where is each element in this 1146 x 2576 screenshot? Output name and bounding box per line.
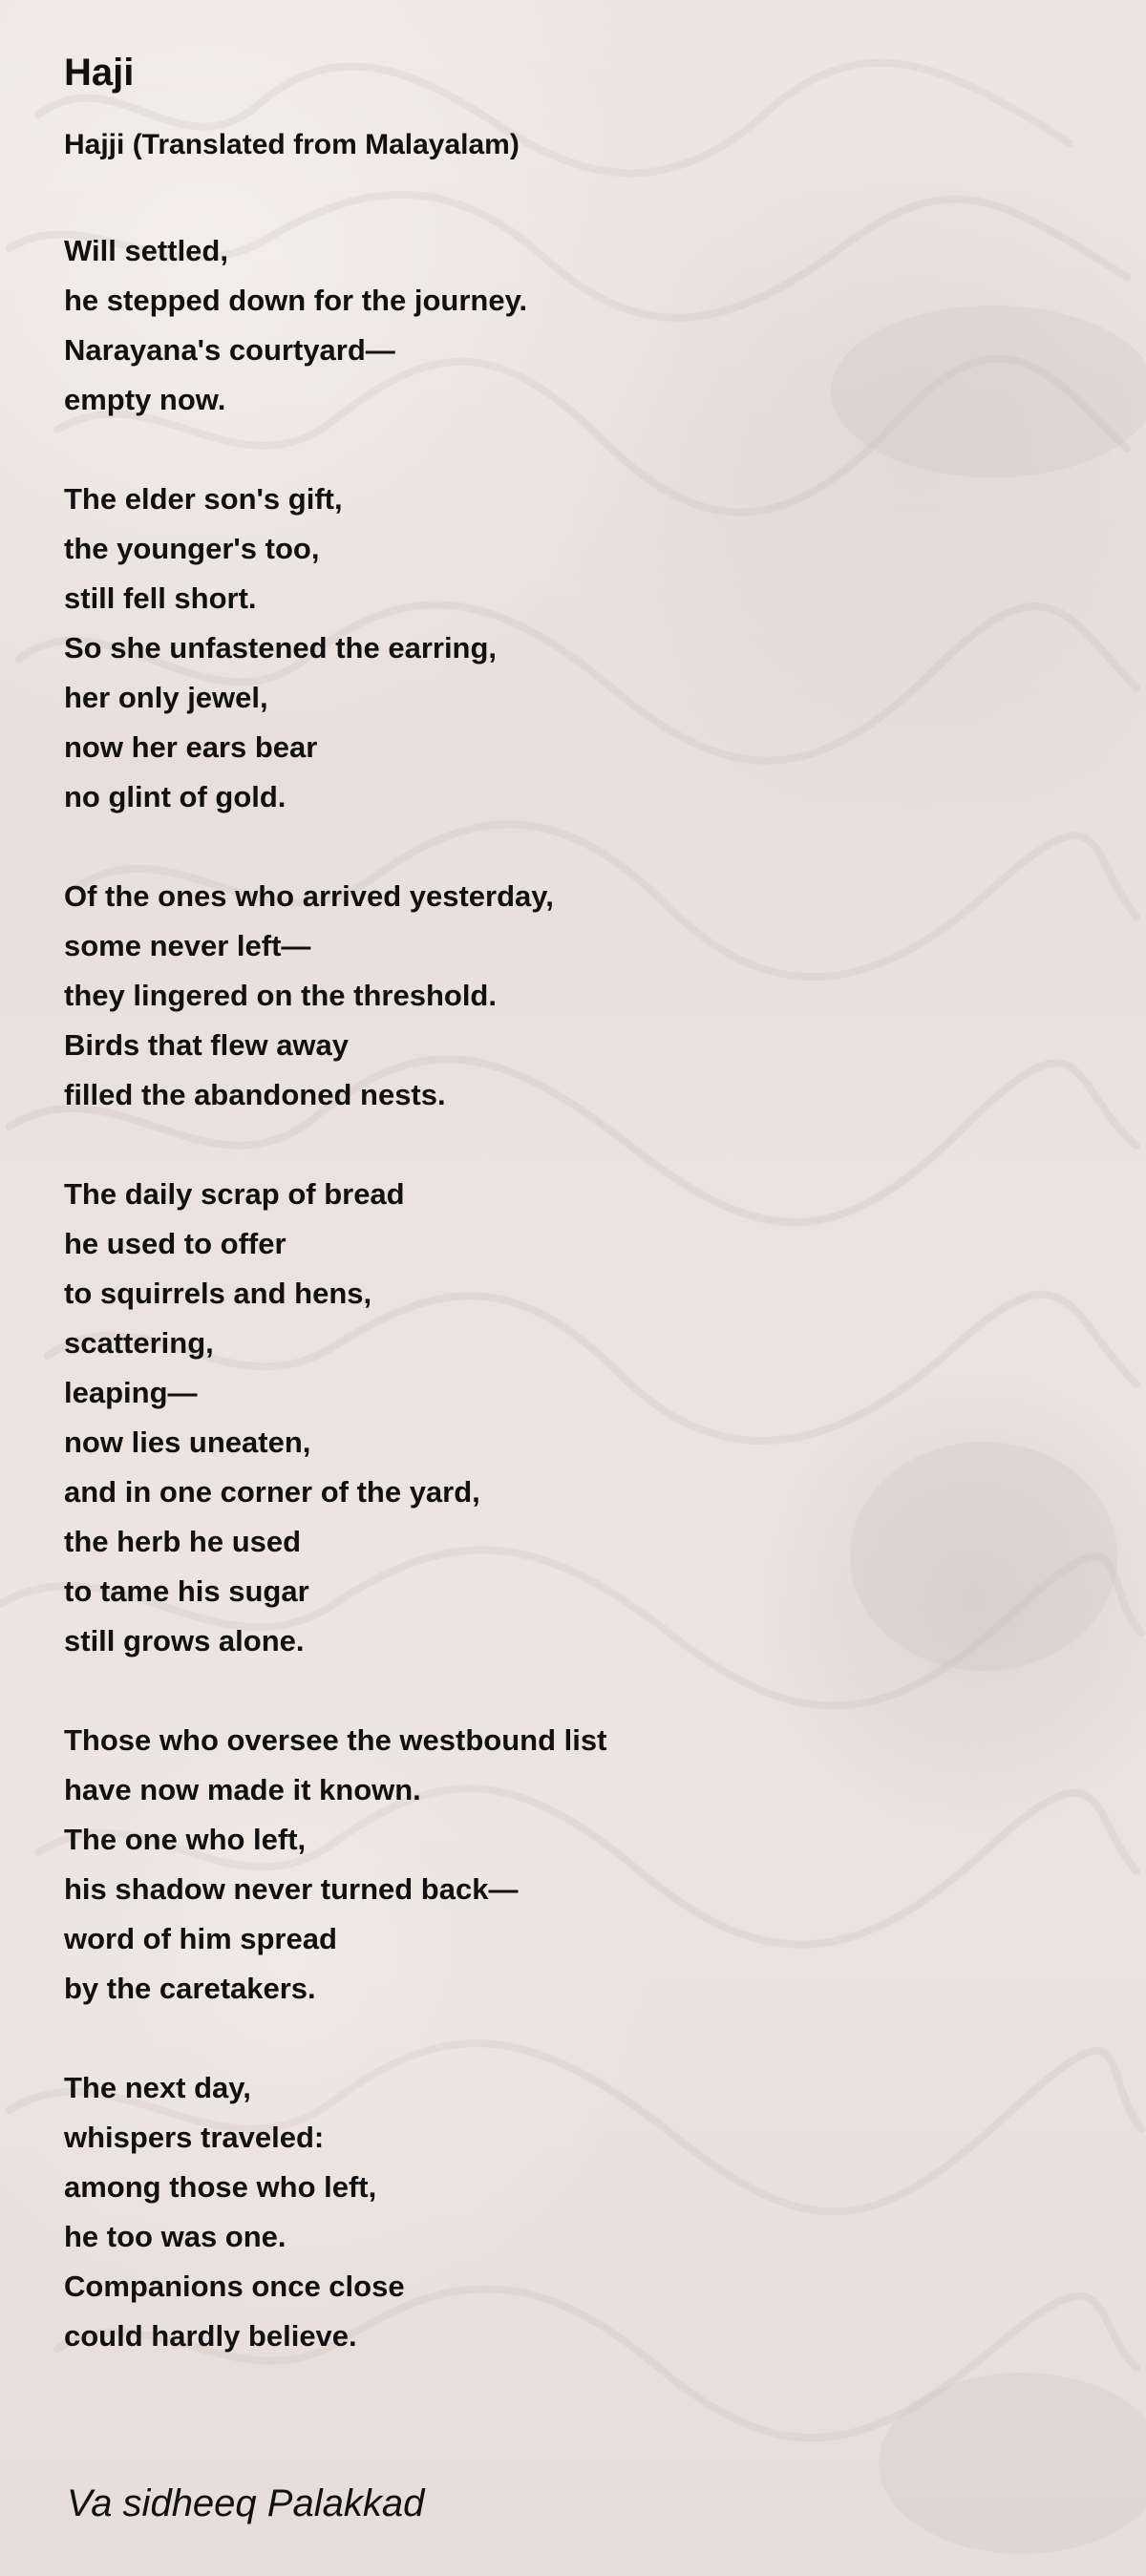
poem-line: the younger's too, xyxy=(64,532,320,565)
poem-line: to squirrels and hens, xyxy=(64,1277,372,1310)
poem-line: still grows alone. xyxy=(64,1624,305,1658)
poem-author: Va sidheeq Palakkad xyxy=(67,2482,425,2524)
poem-content xyxy=(64,50,1095,2361)
poem-line: now lies uneaten, xyxy=(64,1425,311,1459)
stanza-6 xyxy=(64,2063,1095,2361)
poem-line: he too was one. xyxy=(64,2220,286,2253)
poem-line: by the caretakers. xyxy=(64,1972,316,2005)
stanza-3 xyxy=(64,872,1095,1120)
poem-line: he used to offer xyxy=(64,1227,286,1260)
poem-line: Birds that flew away xyxy=(64,1028,350,1062)
poem-line: now her ears bear xyxy=(64,730,318,764)
poem-line: among those who left, xyxy=(64,2170,377,2204)
poem-line: the herb he used xyxy=(64,1525,302,1558)
poem-line: The one who left, xyxy=(64,1823,307,1856)
poem-line: Of the ones who arrived yesterday, xyxy=(64,879,554,913)
poem-subtitle: Hajji (Translated from Malayalam) xyxy=(64,129,520,160)
poem-line: So she unfastened the earring, xyxy=(64,631,498,665)
poem-line: no glint of gold. xyxy=(64,780,286,813)
poem-line: word of him spread xyxy=(64,1922,337,1955)
poem-line: his shadow never turned back— xyxy=(64,1872,519,1906)
poem-line: leaping— xyxy=(64,1376,198,1409)
poem-line: empty now. xyxy=(64,383,226,416)
poem-line: Narayana's courtyard— xyxy=(64,333,395,367)
stanza-1 xyxy=(64,226,1095,425)
poem-line: they lingered on the threshold. xyxy=(64,979,497,1012)
poem-line: he stepped down for the journey. xyxy=(64,284,528,317)
poem-line: filled the abandoned nests. xyxy=(64,1078,446,1111)
poem-line: The daily scrap of bread xyxy=(64,1177,405,1211)
poem-title: Haji xyxy=(64,52,135,94)
poem-line: still fell short. xyxy=(64,581,257,615)
poem-line: and in one corner of the yard, xyxy=(64,1475,480,1509)
poem-line: Those who oversee the westbound list xyxy=(64,1723,607,1757)
poem-line: whispers traveled: xyxy=(64,2121,325,2154)
poem-line: some never left— xyxy=(64,929,311,962)
poem-body xyxy=(64,226,1095,2361)
poem-line: scattering, xyxy=(64,1326,214,1360)
poem-line: her only jewel, xyxy=(64,681,268,714)
poem-line: The elder son's gift, xyxy=(64,482,343,516)
poem-line: The next day, xyxy=(64,2071,251,2104)
stanza-4 xyxy=(64,1170,1095,1666)
poem-line: have now made it known. xyxy=(64,1773,421,1806)
poem-line: Companions once close xyxy=(64,2270,405,2303)
poem-line: Will settled, xyxy=(64,234,228,267)
stanza-2 xyxy=(64,475,1095,822)
poem-line: to tame his sugar xyxy=(64,1574,309,1608)
poem-line: could hardly believe. xyxy=(64,2319,357,2353)
stanza-5 xyxy=(64,1716,1095,2014)
